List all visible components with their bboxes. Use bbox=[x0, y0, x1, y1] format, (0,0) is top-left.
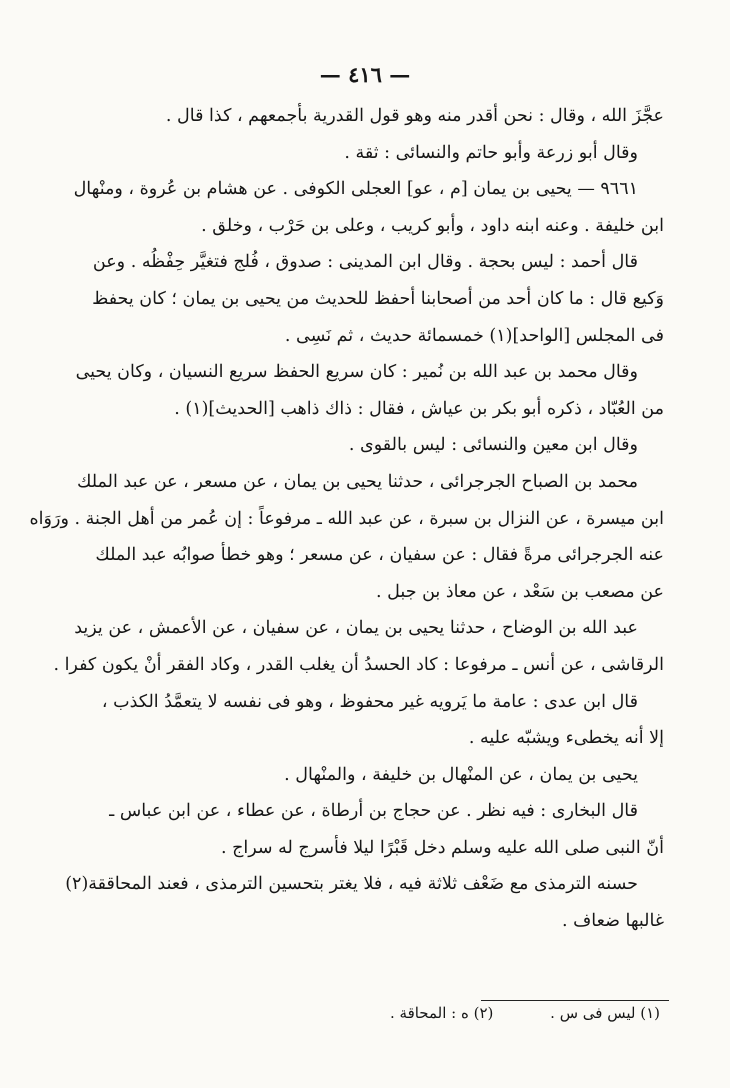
text-line: أنّ النبى صلى الله عليه وسلم دخل قَبْرًا ليلا فأسرج له سراج . bbox=[220, 837, 664, 858]
text-line: محمد بن الصباح الجرجرائى ، حدثنا يحيى بن يمان ، عن مسعر ، عن عبد الملك bbox=[76, 471, 638, 492]
text-line: عن مصعب بن سَعْد ، عن معاذ بن جبل . bbox=[376, 581, 664, 602]
text-line: ابن ميسرة ، عن النزال بن سبرة ، عن عبد الله ـ مرفوعاً : إن عُمر من أهل الجنة . ورَوَاه bbox=[29, 508, 664, 529]
page-number: — ٤١٦ — bbox=[319, 62, 411, 87]
text-line: من العُبّاد ، ذكره أبو بكر بن عياش ، فقال : ذاك ذاهب [الحديث](١) . bbox=[174, 398, 664, 419]
text-line: عنه الجرجرائى مرةً فقال : عن سفيان ، عن مسعر ؛ وهو خطأ صوابُه عبد الملك bbox=[95, 545, 664, 566]
text-line: ٩٦٦١ — يحيى بن يمان [م ، عو] العجلى الكوفى . عن هشام بن عُروة ، ومنْهال bbox=[73, 179, 638, 200]
text-line: الرقاشى ، عن أنس ـ مرفوعا : كاد الحسدُ أن يغلب القدر ، وكاد الفقر أنْ يكون كفرا . bbox=[53, 654, 664, 675]
text-line: وقال محمد بن عبد الله بن نُمير : كان سريع الحفظ سريع النسيان ، وكان يحيى bbox=[75, 362, 638, 383]
text-line: حسنه الترمذى مع ضَعْف ثلاثة فيه ، فلا يغتر بتحسين الترمذى ، فعند المحاققة(٢) bbox=[65, 874, 638, 895]
footnotes bbox=[240, 1004, 660, 1022]
text-line: فى المجلس [الواحد](١) خمسمائة حديث ، ثم نَسِى . bbox=[284, 325, 664, 346]
text-line: وَكيع قال : ما كان أحد من أصحابنا أحفظ للحديث من يحيى بن يمان ؛ كان يحفظ bbox=[92, 288, 664, 309]
text-line: ابن خليفة . وعنه ابنه داود ، وأبو كريب ، وعلى بن حَرْب ، وخلق . bbox=[201, 215, 664, 236]
text-line: يحيى بن يمان ، عن المنْهال بن خليفة ، والمنْهال . bbox=[284, 764, 638, 785]
text-line: قال أحمد : ليس بحجة . وقال ابن المدينى : صدوق ، فُلج فتغيَّر حِفْظُه . وعن bbox=[92, 252, 638, 273]
text-line: وقال أبو زرعة وأبو حاتم والنسائى : ثقة . bbox=[344, 142, 638, 163]
text-line: قال البخارى : فيه نظر . عن حجاج بن أرطاة ، عن عطاء ، عن ابن عباس ـ bbox=[109, 801, 638, 822]
text-line: غالبها ضعاف . bbox=[562, 911, 664, 932]
footnote-divider bbox=[481, 1000, 669, 1001]
body-text bbox=[29, 98, 664, 940]
footnote-2: (٢) ه : المحاقة . bbox=[389, 1004, 494, 1022]
text-line: إلا أنه يخطىء ويشبّه عليه . bbox=[468, 728, 664, 749]
text-line: عبد الله بن الوضاح ، حدثنا يحيى بن يمان ، عن سفيان ، عن الأعمش ، عن يزيد bbox=[74, 618, 638, 639]
text-line: وقال ابن معين والنسائى : ليس بالقوى . bbox=[348, 435, 638, 456]
text-line: قال ابن عدى : عامة ما يَرويه غير محفوظ ، وهو فى نفسه لا يتعمَّدُ الكذب ، bbox=[101, 691, 638, 712]
footnote-1: (١) ليس فى س . bbox=[550, 1004, 660, 1022]
text-line: عجَّزَ الله ، وقال : نحن أقدر منه وهو قول القدرية بأجمعهم ، كذا قال . bbox=[165, 106, 664, 126]
